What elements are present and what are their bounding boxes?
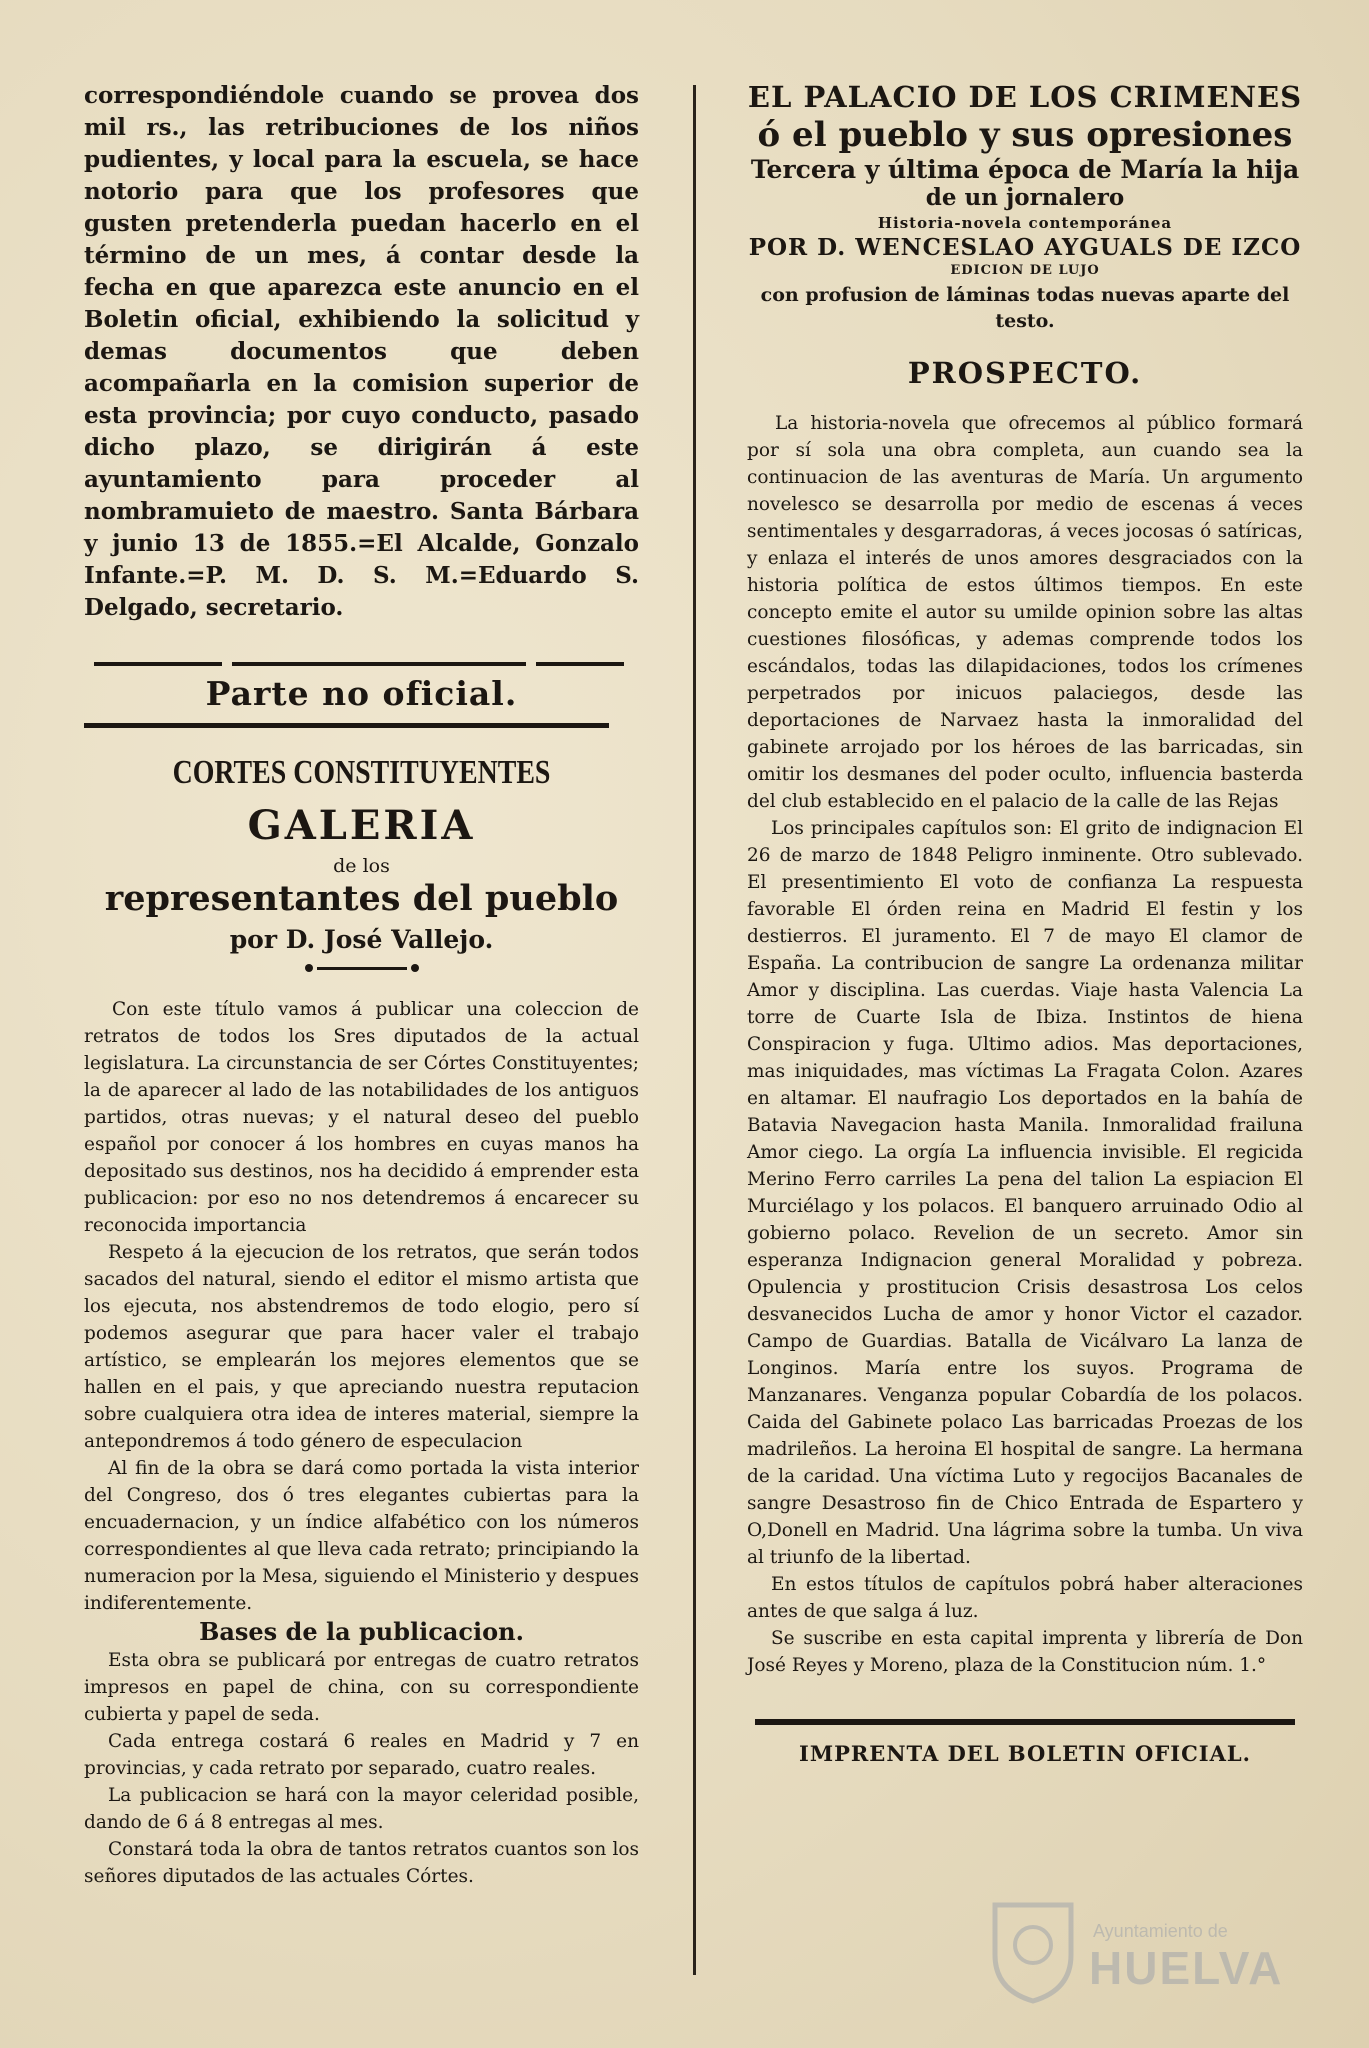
left-column — [84, 80, 639, 1890]
column-divider — [693, 85, 696, 1975]
galeria-paragraph-2: Respeto á la ejecucion de los retratos, que serán todos sacados del natural, siendo el editor el mismo artista que los ejecuta, nos abstendremos de todo elogio, pero sí podemos asegurar que para hacer valer el trabajo artístico, se emplearán los mejores elementos que se hallen en el pais, y que apreciando nuestra reputacion sobre cualquiera otra idea de interes material, siempre la antepondremos á todo género de especulacion — [84, 1242, 639, 1452]
intro-paragraph: correspondiéndole cuando se provea dos mil rs., las retribuciones de los niños pudientes, y local para la escuela, se hace notorio para que los profesores que gusten pretenderla puedan hacerlo en el término de un mes, á contar desde la fecha en que aparezca este anuncio en el Boletin oficial, exhibiendo la solicitud y demas documentos que deben acompañarla en la comision superior de esta provincia; por cuyo conducto, pasado dicho plazo, se dirigirán á este ayuntamiento para proceder al nombramuieto de maestro. Santa Bárbara y junio 13 de 1855.=El Alcalde, Gonzalo Infante.=P. M. D. S. M.=Eduardo S. Delgado, secretario. — [84, 82, 639, 621]
prospecto-paragraph-2: Los principales capítulos son: El grito de indignacion El 26 de marzo de 1848 Peligro inminente. Otro sublevado. El presentimiento El voto de confianza La respuesta favorable El órden reina en Madrid El festin y los destierros. El juramento. El 7 de mayo El clamor de España. La contribucion de sangre La ordenanza militar Amor y disciplina. Las cuerdas. Viaje hasta Valencia La torre de Cuarte Isla de Ibiza. Instintos de hiena Conspiracion y fuga. Ultimo adios. Mas deportaciones, mas iniquidades, mas víctimas La Fragata Colon. Azares en altamar. El naufragio Los deportados en la bahía de Batavia Navegacion hasta Manila. Inmoralidad frailuna Amor ciego. La orgía La influencia invisible. El regicida Merino Ferro carriles La pena del talion La espiacion El Murciélago y los polacos. El banquero arruinado Odio al gobierno polaco. Revelion de un secreto. Amor sin esperanza Indignacion general Moralidad y pobreza. Opulencia y prostitucion Crisis desastrosa Los celos desvanecidos Lucha de amor y honor Victor el cazador. Campo de Guardias. Batalla de Vicálvaro La lanza de Longinos. María entre los suyos. Programa de Manzanares. Venganza popular Cobardía de los polacos. Caida del Gabinete polaco Las barricadas Proezas de los madrileños. La heroina El hospital de sangre. La hermana de la caridad. Una víctima Luto y regocijos Bacanales de sangre Desastroso fin de Chico Entrada de Espartero y O,Donell en Madrid. Una lágrima sobre la tumba. Un viva al triunfo de la libertad. — [747, 818, 1303, 1568]
watermark-subtitle: Ayuntamiento de — [1093, 1921, 1228, 1941]
bases-paragraph-2: Cada entrega costará 6 reales en Madrid y 7 en provincias, y cada retrato por separado, cuatro reales. — [84, 1731, 639, 1779]
printer-line: IMPRENTA DEL BOLETIN OFICIAL. — [799, 1741, 1251, 1766]
book-author: POR D. WENCESLAO AYGUALS DE IZCO — [748, 234, 1302, 261]
bases-paragraph-4: Constará toda la obra de tantos retratos cuantos son los señores diputados de las actuales Córtes. — [84, 1839, 639, 1887]
bases-paragraph-1: Esta obra se publicará por entregas de cuatro retratos impresos en papel de china, con su correspondiente cubierta y papel de seda. — [84, 1650, 639, 1725]
ornament-divider — [84, 964, 639, 972]
prospecto-heading: PROSPECTO. — [907, 356, 1143, 390]
crest-icon — [985, 1895, 1081, 2005]
book-epoch-line-2: de un jornalero — [925, 184, 1125, 211]
cortes-heading: CORTES CONSTITUYENTES — [172, 754, 551, 791]
section-heading: Parte no oficial. — [205, 674, 518, 713]
right-column — [747, 80, 1303, 1766]
thick-rule — [84, 723, 609, 728]
genre-line: Historia-novela contemporánea — [877, 214, 1173, 232]
profusion-line: con profusion de láminas todas nuevas aparte del testo. — [760, 284, 1290, 332]
archive-watermark — [985, 1895, 1305, 2005]
prospecto-paragraph-3: En estos títulos de capítulos pobrá haber alteraciones antes de que salga á luz. — [747, 1574, 1303, 1622]
bases-heading: Bases de la publicacion. — [199, 1617, 524, 1646]
galeria-heading: GALERIA — [247, 802, 476, 849]
representantes-heading: representantes del pueblo — [104, 878, 619, 919]
prospecto-paragraph-1: La historia-novela que ofrecemos al público formará por sí sola una obra completa, aun cuando sea la continuacion de las aventuras de María. Un argumento novelesco se desarrolla por medio de escenas á veces sentimentales y desgarradoras, á veces jocosas ó satíricas, y enlaza el interés de unos amores desgraciados con la historia política de estos últimos tiempos. En este concepto emite el autor su umilde opinion sobre las altas cuestiones filosóficas, y ademas comprende todos los escándalos, todas las dilapidaciones, todos los crímenes perpetrados por inicuos palaciegos, desde las deportaciones de Narvaez hasta la inmoralidad del gabinete arrojado por los héroes de las barricadas, sin omitir los desmanes del poder oculto, influencia basterda del club establecido en el palacio de la calle de las Rejas — [747, 413, 1303, 812]
watermark-title: HUELVA — [1089, 1942, 1284, 1994]
footer-rule — [755, 1719, 1295, 1725]
edition-line: EDICION DE LUJO — [950, 263, 1100, 278]
galeria-paragraph-3: Al fin de la obra se dará como portada la vista interior del Congreso, dos ó tres elegantes cubiertas para la encuadernacion, y un índice alfabético con los números correspondientes al que lleva cada retrato; principiando la numeracion por la Mesa, siguiendo el Ministerio y despues indiferentemente. — [84, 1458, 639, 1614]
book-subtitle: ó el pueblo y sus opresiones — [757, 115, 1293, 155]
author-line: por D. José Vallejo. — [229, 925, 494, 954]
galeria-paragraph-1: Con este título vamos á publicar una coleccion de retratos de todos los Sres diputados de la actual legislatura. La circunstancia de ser Córtes Constituyentes; la de aparecer al lado de las notabilidades de los antiguos partidos, otras nuevas; y el natural deseo del pueblo español por conocer á los hombres en cuyas manos ha depositado sus destinos, nos ha decidido á emprender esta publicacion: por eso no nos detendremos á encarecer su reconocida importancia — [84, 999, 639, 1236]
book-epoch-line: Tercera y última época de María la hija — [750, 155, 1300, 184]
bases-paragraph-3: La publicacion se hará con la mayor celeridad posible, dando de 6 á 8 entregas al mes. — [84, 1785, 639, 1833]
de-los-line: de los — [333, 855, 390, 877]
prospecto-paragraph-4: Se suscribe en esta capital imprenta y librería de Don José Reyes y Moreno, plaza de la Constitucion núm. 1.° — [747, 1628, 1303, 1676]
triple-rule — [94, 662, 624, 666]
book-title: EL PALACIO DE LOS CRIMENES — [747, 80, 1303, 114]
